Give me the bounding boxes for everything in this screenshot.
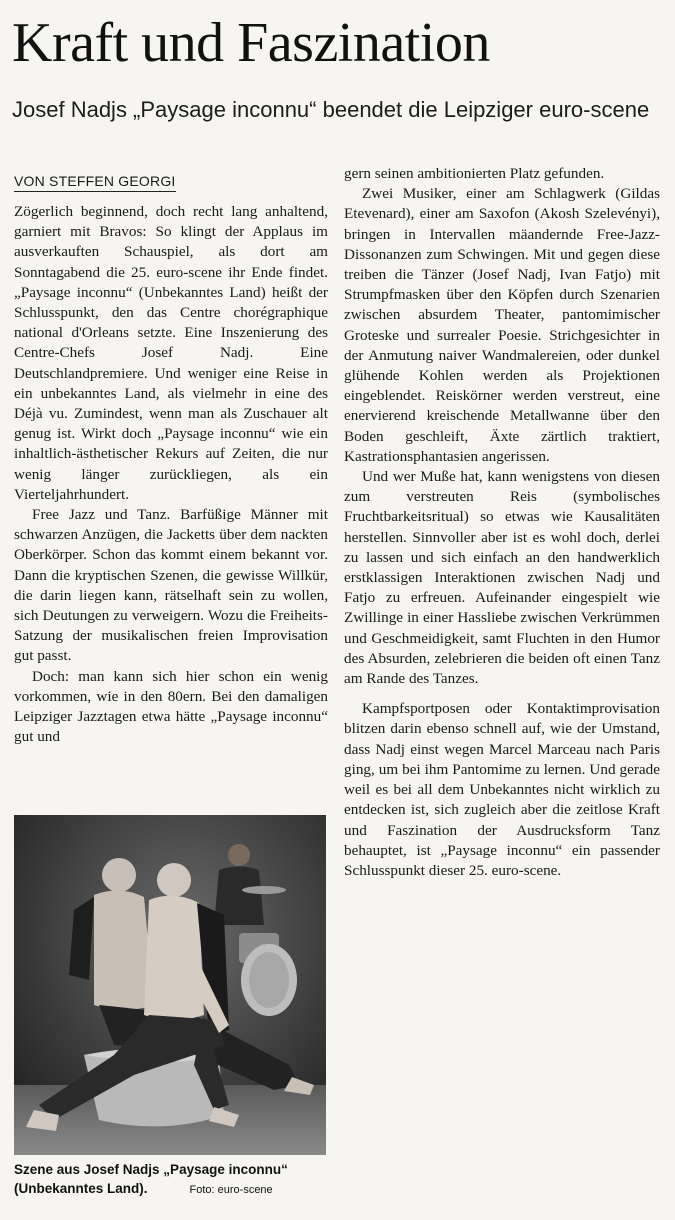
paragraph: Und wer Muße hat, kann wenigstens von diesen zum verstreuten Reis (symbolisches Fruchtbarkeitsritual) so etwas wie Kausalitäten herstellen. Sinnvoller aber ist es wohl doch, derlei zu lassen und sich einfach an den handwerklich erstklassigen Interaktionen zwischen Nadj und Fatjo zu erfreuen. Aufeinander eingespielt wie Zwillinge in einer Hassliebe zwischen Verkrümmen und Geschmeidigkeit, samt Fluchten in den Humor des Absurden, zelebrieren die beiden oft einen Tanz am Rande des Tanzes. bbox=[344, 468, 660, 688]
article-column-left bbox=[14, 172, 328, 747]
photo-caption bbox=[14, 1160, 328, 1200]
paragraph: Free Jazz und Tanz. Barfüßige Männer mit schwarzen Anzügen, die Jacketts über dem nackten Oberkörper. Schon das kommt einem bekannt vor. Dann die kryptischen Szenen, die gewisse Willkür, die darin liegen kann, rätselhaft sein zu wollen, sich Deutungen zu verweigern. Wozu die Freiheits-Satzung der musikalischen freien Improvisation gut passt. bbox=[14, 506, 328, 665]
caption-text: Szene aus Josef Nadjs „Paysage inconnu“ (Unbekanntes Land). bbox=[14, 1162, 288, 1196]
photo-credit: Foto: euro-scene bbox=[189, 1184, 273, 1196]
paragraph: Zwei Musiker, einer am Schlagwerk (Gildas Etevenard), einer am Saxofon (Akosh Szelevényi), bringen in Intervallen mäandernde Free-Jazz-Dissonanzen zum Schwingen. Mit und gegen diese treiben die Tänzer (Josef Nadj, Ivan Fatjo) mit Strumpfmasken über den Köpfen durch Szenarien zwischen absurdem Theater, pantomimischer Groteske und surrealer Poesie. Strichgesichter in der Anmutung naiver Wandmalereien, oder dunkel glühende Kohlen werden als Projektionen eingeblendet. Reiskörner werden verstreut, eine enervierend kreischende Metallwanne über den Boden geschleift, Äxte zärtlich traktiert, Kastrationsphantasien angerissen. bbox=[344, 185, 660, 465]
photo-illustration bbox=[14, 815, 326, 1155]
paragraph: Kampfsportposen oder Kontaktimprovisation blitzen darin ebenso schnell auf, wie der Umstand, dass Nadj einst wegen Marcel Marceau nach Paris ging, um bei ihm Pantomime zu lernen. Und gerade weil es bei all dem Unbekanntes nicht wirklich zu entdecken ist, sich zugleich aber die zeitlose Kraft und Faszination der Ausdrucksform Tanz behauptet, ist „Paysage inconnu“ ein passender Schlusspunkt dieser 25. euro-scene. bbox=[344, 700, 660, 879]
byline: VON STEFFEN GEORGI bbox=[14, 172, 176, 192]
paragraph: Doch: man kann sich hier schon ein wenig vorkommen, wie in den 80ern. Bei den damaligen Leipziger Jazztagen etwa hätte „Paysage inconnu“ gut und bbox=[14, 667, 328, 746]
article-column-right bbox=[344, 164, 660, 881]
subheadline: Josef Nadjs „Paysage inconnu“ beendet die Leipziger euro-scene bbox=[12, 97, 650, 122]
paragraph: gern seinen ambitionierten Platz gefunden. bbox=[344, 165, 605, 182]
paragraph: Zögerlich beginnend, doch recht lang anhaltend, garniert mit Bravos: So klingt der Applaus im ausverkauften Schauspiel, als dort am Sonntagabend die 25. euro-scene ihr Ende findet. „Paysage inconnu“ (Unbekanntes Land) heißt der Schlusspunkt, den das Centre chorégraphique national d'Orleans setzte. Eine Inszenierung des Centre-Chefs Josef Nadj. Eine Deutschlandpremiere. Und weniger eine Reise in ein unbekanntes Land, als vielmehr in eine des Déjà vu. Zumindest, wenn man als Zuschauer alt genug ist. Wirkt doch „Paysage inconnu“ wie ein inhaltlich-ästhetischer Rekurs auf Zeiten, die nur wenig länger zurückliegen, als ein Vierteljahrhundert. bbox=[14, 203, 328, 503]
headline: Kraft und Faszination bbox=[12, 12, 490, 74]
article-photo bbox=[14, 815, 326, 1155]
